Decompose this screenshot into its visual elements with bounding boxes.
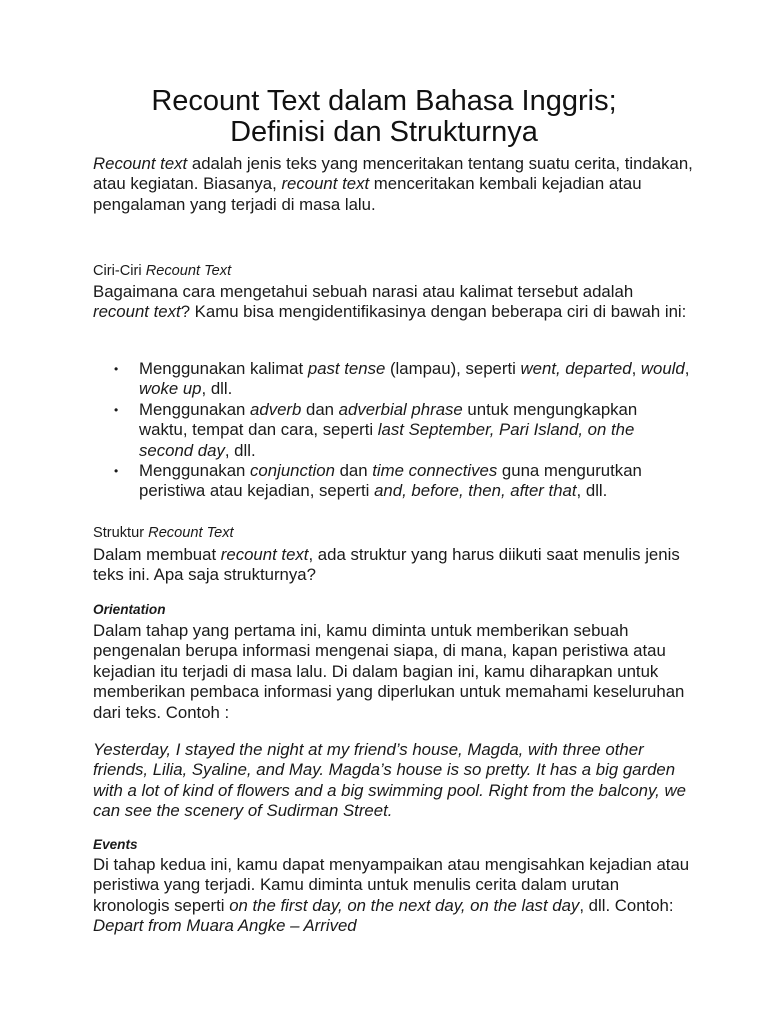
title-line-1: Recount Text dalam Bahasa Inggris; bbox=[151, 85, 617, 117]
ciri-list bbox=[110, 359, 690, 502]
page-title bbox=[60, 86, 708, 148]
intro-em-2: recount text bbox=[281, 174, 370, 194]
struktur-heading: Struktur Recount Text bbox=[93, 525, 234, 541]
bullet-icon: • bbox=[114, 362, 119, 376]
list-item: • Menggunakan adverb dan adverbial phrase untuk mengungkapkan waktu, tempat dan cara, seperti last September, Pari Island, on the second day, dll. bbox=[114, 399, 638, 460]
orientation-paragraph: Dalam tahap yang pertama ini, kamu diminta untuk memberikan sebuah pengenalan berupa informasi mengenai siapa, di mana, kapan peristiwa atau kejadian itu terjadi di masa lalu. Di dalam bagian ini, kamu diharapkan untuk memberikan pembaca informasi yang diperlukan untuk memahami keseluruhan dari teks. Contoh : bbox=[93, 621, 685, 722]
events-heading: Events bbox=[93, 837, 138, 852]
ciri-heading: Ciri-Ciri Recount Text bbox=[93, 263, 232, 279]
intro-paragraph: Recount text adalah jenis teks yang menceritakan tentang suatu cerita, tindakan, atau kegiatan. Biasanya, recount text menceritakan kembali kejadian atau pengalaman yang terjadi di masa lalu. bbox=[93, 154, 693, 214]
list-item: • Menggunakan kalimat past tense (lampau), seperti went, departed, would, woke up, dll. bbox=[114, 359, 690, 399]
intro-em-1: Recount text bbox=[93, 154, 188, 173]
orientation-heading: Orientation bbox=[93, 602, 166, 617]
ciri-paragraph: Bagaimana cara mengetahui sebuah narasi atau kalimat tersebut adalah recount text? Kamu bisa mengidentifikasinya dengan beberapa ciri di bawah ini: bbox=[93, 282, 687, 322]
list-item: • Menggunakan conjunction dan time connectives guna mengurutkan peristiwa atau kejadian, seperti and, before, then, after that, dll. bbox=[114, 461, 642, 501]
bullet-icon: • bbox=[114, 402, 119, 417]
orientation-example: Yesterday, I stayed the night at my friend’s house, Magda, with three other friends, Lilia, Syaline, and May. Magda’s house is so pretty. It has a big garden with a lot of kind of flowers and a big swimming pool. Right from the balcony, we can see the scenery of Sudirman Street. bbox=[93, 740, 686, 821]
struktur-paragraph: Dalam membuat recount text, ada struktur yang harus diikuti saat menulis jenis teks ini. Apa saja strukturnya? bbox=[93, 545, 680, 585]
title-line-2: Definisi dan Strukturnya bbox=[230, 116, 538, 148]
events-paragraph: Di tahap kedua ini, kamu dapat menyampaikan atau mengisahkan kejadian atau peristiwa yang terjadi. Kamu diminta untuk menulis cerita dalam urutan kronologis seperti on the first day, on the next day, on the last day, dll. Contoh: Depart from Muara Angke – Arrived bbox=[93, 855, 690, 936]
bullet-icon: • bbox=[114, 464, 119, 479]
